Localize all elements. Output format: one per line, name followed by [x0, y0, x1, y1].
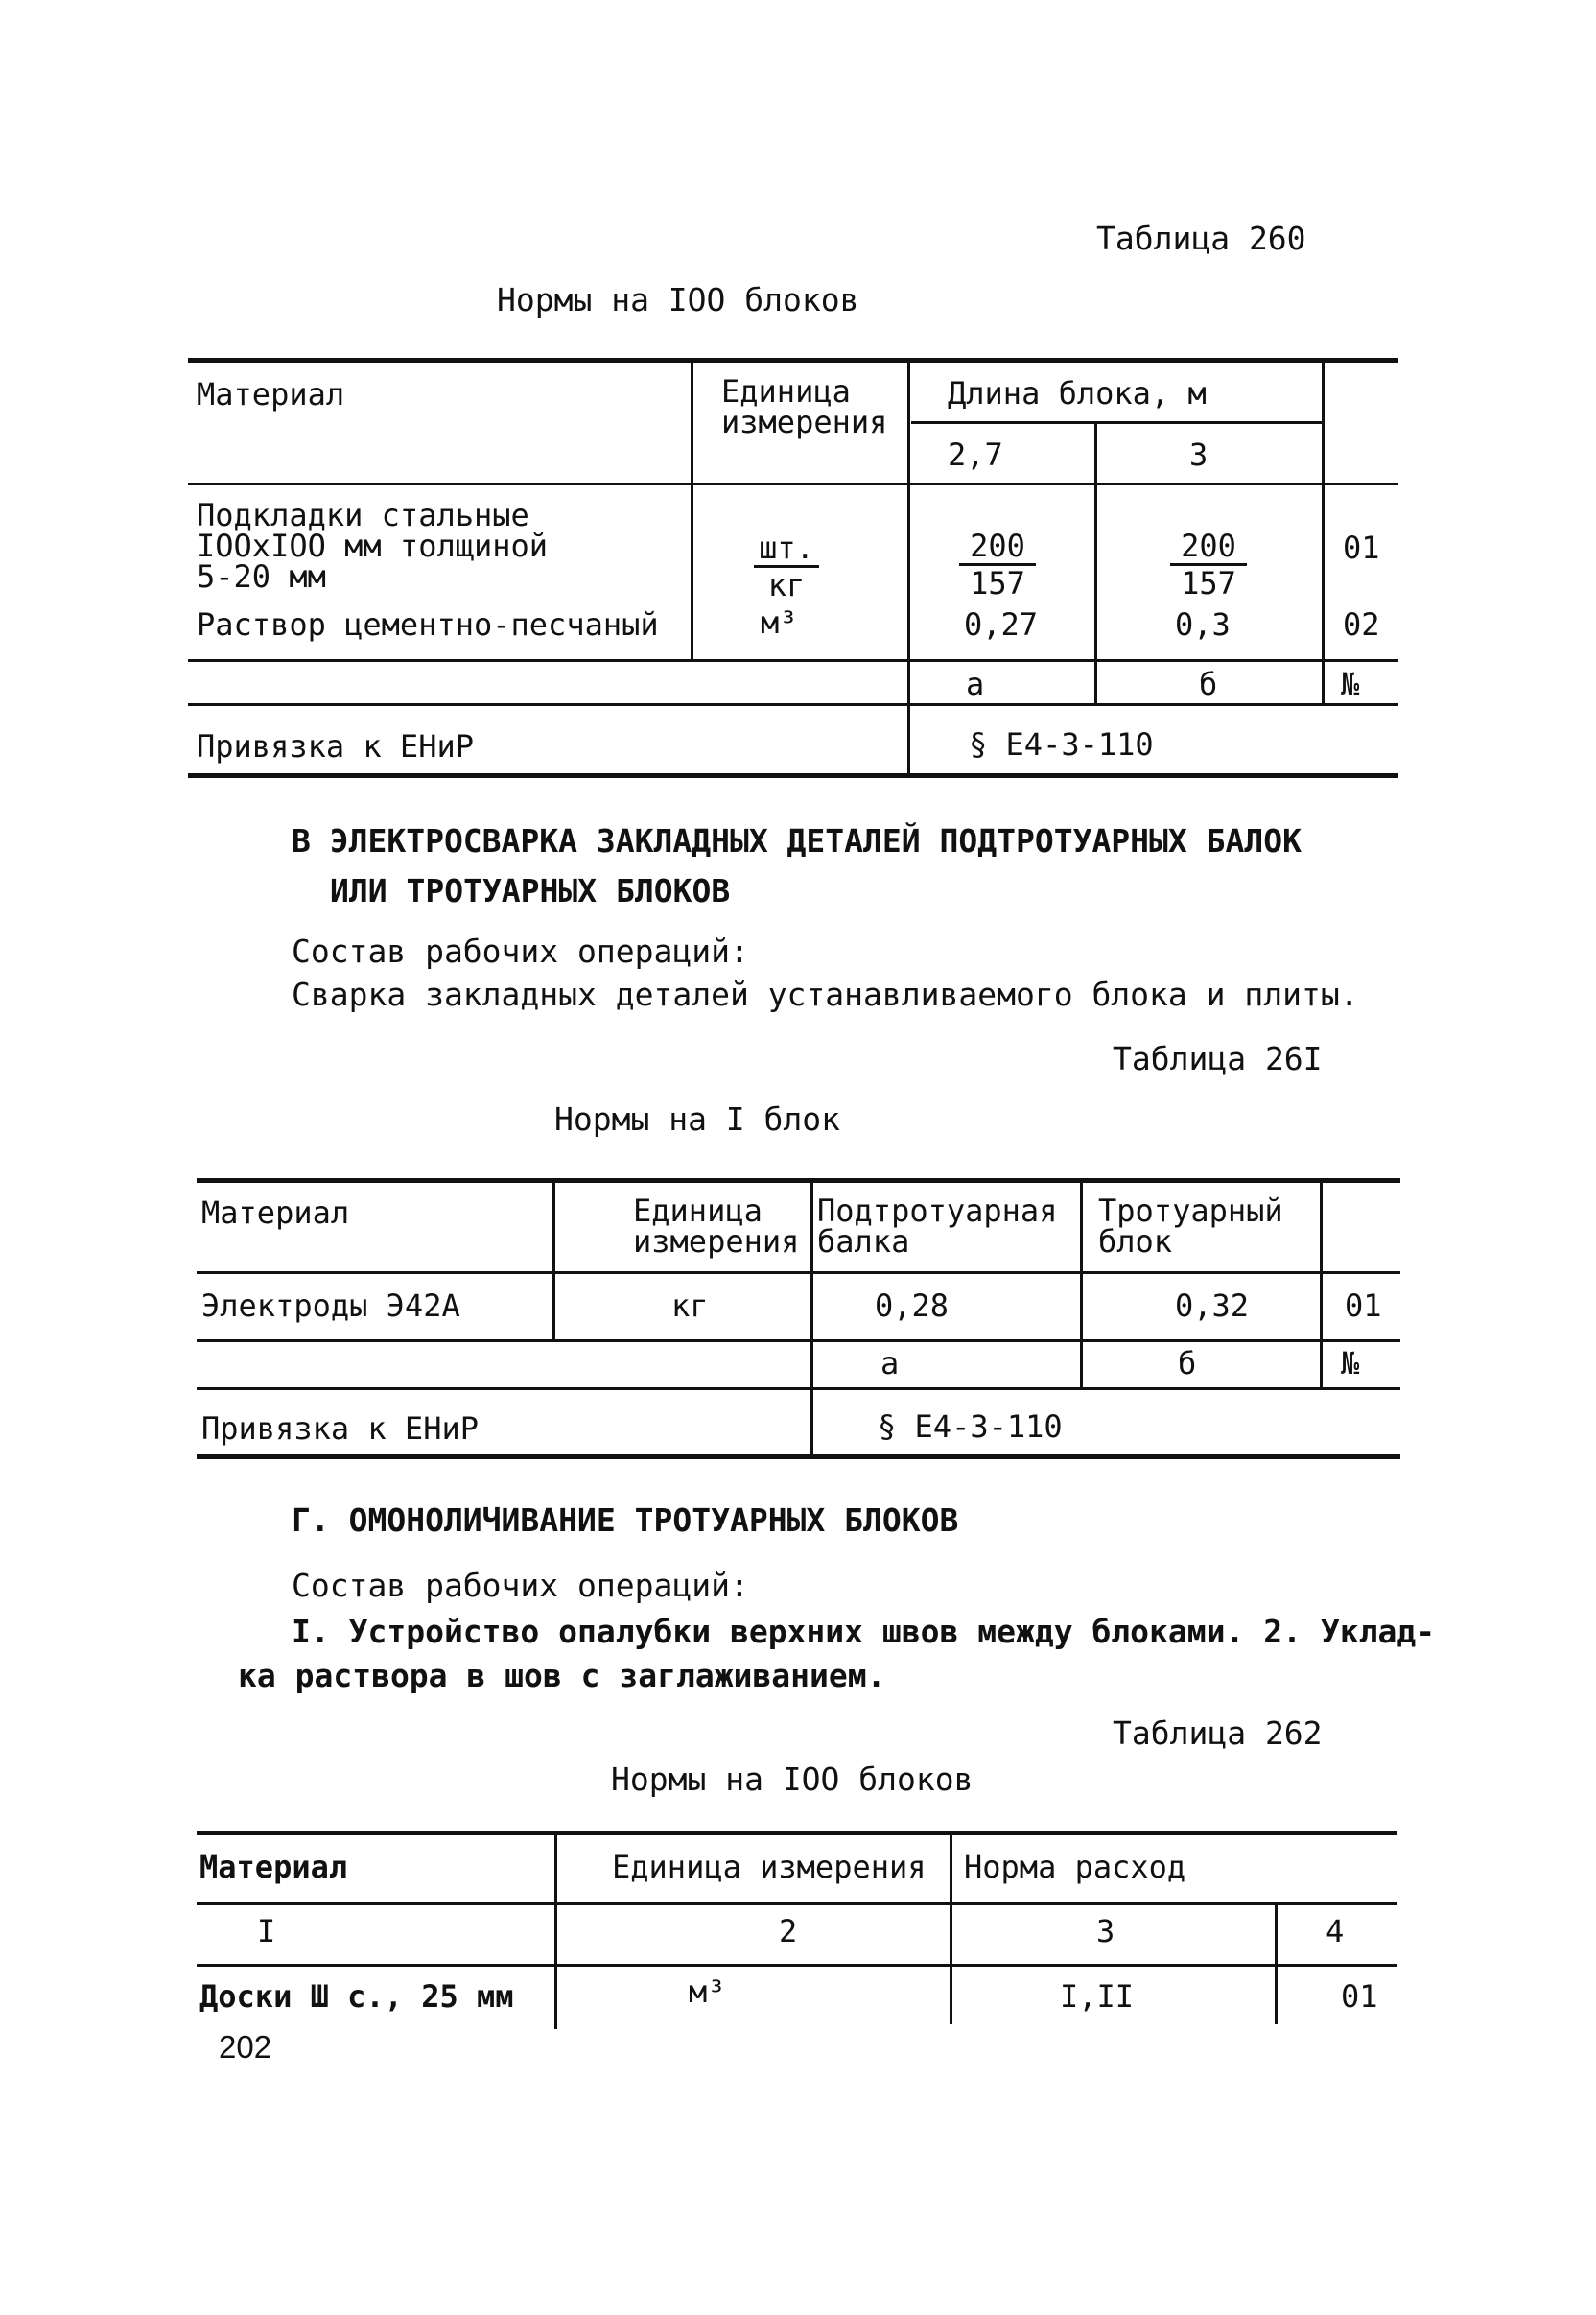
table-rule — [188, 773, 1398, 778]
unit-numerator: шт. — [754, 532, 819, 568]
row-code: 01 — [1341, 1978, 1378, 2015]
row-code: 01 — [1343, 530, 1380, 566]
table-rule — [197, 1902, 1397, 1905]
table-rule — [188, 703, 1398, 706]
row-value: I,II — [1060, 1978, 1135, 2015]
section-g-ops-text: ка раствора в шов с заглаживанием. — [238, 1657, 886, 1694]
row-unit: м³ — [689, 1973, 726, 2010]
header-block: Тротуарный — [1098, 1193, 1283, 1229]
header-unit: Единица измерения — [612, 1849, 927, 1885]
row-unit: кг — [671, 1287, 709, 1324]
section-g-ops-text: I. Устройство опалубки верхних швов между блоками. 2. Уклад- — [292, 1613, 1436, 1650]
row-name: 5-20 мм — [197, 558, 326, 595]
row-value-fraction — [1170, 528, 1247, 602]
table-262-title: Нормы на IOO блоков — [611, 1760, 974, 1798]
enir-reference-label: Привязка к ЕНиР — [201, 1410, 479, 1447]
header-unit: измерения — [721, 404, 888, 440]
table-col-rule — [1094, 423, 1097, 703]
table-col-rule — [1080, 1180, 1083, 1387]
table-col-rule — [1320, 1180, 1323, 1387]
value-denominator: 157 — [1181, 565, 1236, 602]
table-rule — [197, 1387, 1400, 1390]
table-rule — [188, 358, 1398, 363]
section-v-heading: ИЛИ ТРОТУАРНЫХ БЛОКОВ — [330, 872, 731, 909]
table-rule — [197, 1454, 1400, 1459]
enir-reference-label: Привязка к ЕНиР — [197, 728, 474, 765]
header-norm: Норма расход — [964, 1849, 1186, 1885]
row-name: Доски Ш с., 25 мм — [200, 1978, 514, 2015]
header-unit: Единица — [721, 373, 851, 410]
column-letter: а — [966, 666, 985, 702]
table-rule — [197, 1831, 1397, 1835]
row-name: Раствор цементно-песчаный — [197, 606, 659, 643]
column-letter: б — [1199, 666, 1218, 702]
table-262-label: Таблица 262 — [1113, 1714, 1323, 1752]
header-beam: балка — [817, 1223, 910, 1260]
table-rule — [197, 1964, 1397, 1967]
row-value: 0,28 — [875, 1287, 950, 1324]
table-260-title: Нормы на IOO блоков — [497, 281, 859, 319]
value-denominator: 157 — [970, 565, 1025, 602]
header-length-b: 3 — [1189, 437, 1209, 473]
section-v-heading: В ЭЛЕКТРОСВАРКА ЗАКЛАДНЫХ ДЕТАЛЕЙ ПОДТРОТУАРНЫХ БАЛОК — [292, 822, 1302, 860]
enir-reference-value: § Е4-3-110 — [969, 726, 1154, 763]
table-col-rule — [810, 1180, 813, 1454]
table-rule — [197, 1178, 1400, 1183]
row-unit: м³ — [761, 604, 798, 641]
table-rule — [188, 483, 1398, 485]
table-rule — [911, 421, 1324, 424]
column-number-sign: № — [1341, 666, 1360, 702]
header-block-length: Длина блока, м — [948, 375, 1207, 412]
section-v-ops-text: Сварка закладных деталей устанавливаемого блока и плиты. — [292, 976, 1359, 1013]
header-length-a: 2,7 — [948, 437, 1003, 473]
table-col-rule — [1322, 360, 1325, 703]
header-material: Материал — [197, 376, 345, 413]
unit-denominator: кг — [767, 567, 806, 603]
row-name: Подкладки стальные — [197, 497, 529, 533]
row-name: IOOxIOO мм толщиной — [197, 528, 549, 564]
column-number-sign: № — [1341, 1345, 1360, 1382]
table-260-label: Таблица 260 — [1096, 220, 1306, 257]
row-value-fraction — [959, 528, 1036, 602]
header-material: Материал — [201, 1194, 350, 1231]
row-value: 0,27 — [964, 606, 1039, 643]
page-number: 202 — [219, 2029, 272, 2065]
value-numerator: 200 — [1170, 531, 1247, 566]
table-col-rule — [907, 705, 910, 773]
column-letter: а — [880, 1345, 900, 1382]
table-rule — [197, 1339, 1400, 1342]
section-v-ops-label: Состав рабочих операций: — [292, 933, 749, 970]
section-g-ops-label: Состав рабочих операций: — [292, 1567, 749, 1604]
enir-reference-value: § Е4-3-110 — [878, 1408, 1063, 1445]
header-unit: измерения — [633, 1223, 800, 1260]
row-unit-fraction — [754, 532, 819, 601]
column-number: 2 — [779, 1913, 798, 1949]
header-unit: Единица — [633, 1193, 763, 1229]
table-col-rule — [554, 1832, 557, 2029]
header-block: блок — [1098, 1223, 1173, 1260]
column-letter: б — [1178, 1345, 1197, 1382]
table-261-title: Нормы на I блок — [554, 1100, 841, 1138]
column-number: 4 — [1326, 1913, 1345, 1949]
table-rule — [188, 659, 1398, 662]
table-col-rule — [691, 360, 693, 659]
row-name: Электроды Э42А — [201, 1287, 460, 1324]
header-beam: Подтротуарная — [817, 1193, 1058, 1229]
header-material: Материал — [200, 1849, 348, 1885]
value-numerator: 200 — [959, 531, 1036, 566]
table-261-label: Таблица 26I — [1113, 1040, 1323, 1077]
column-number: I — [257, 1913, 276, 1949]
row-value: 0,3 — [1175, 606, 1231, 643]
row-value: 0,32 — [1175, 1287, 1250, 1324]
row-code: 02 — [1343, 606, 1380, 643]
table-col-rule — [552, 1180, 555, 1339]
row-code: 01 — [1345, 1287, 1382, 1324]
table-rule — [197, 1271, 1400, 1274]
section-g-heading: Г. ОМОНОЛИЧИВАНИЕ ТРОТУАРНЫХ БЛОКОВ — [292, 1501, 959, 1539]
column-number: 3 — [1096, 1913, 1115, 1949]
table-col-rule — [1275, 1904, 1278, 2024]
table-col-rule — [950, 1832, 952, 2024]
